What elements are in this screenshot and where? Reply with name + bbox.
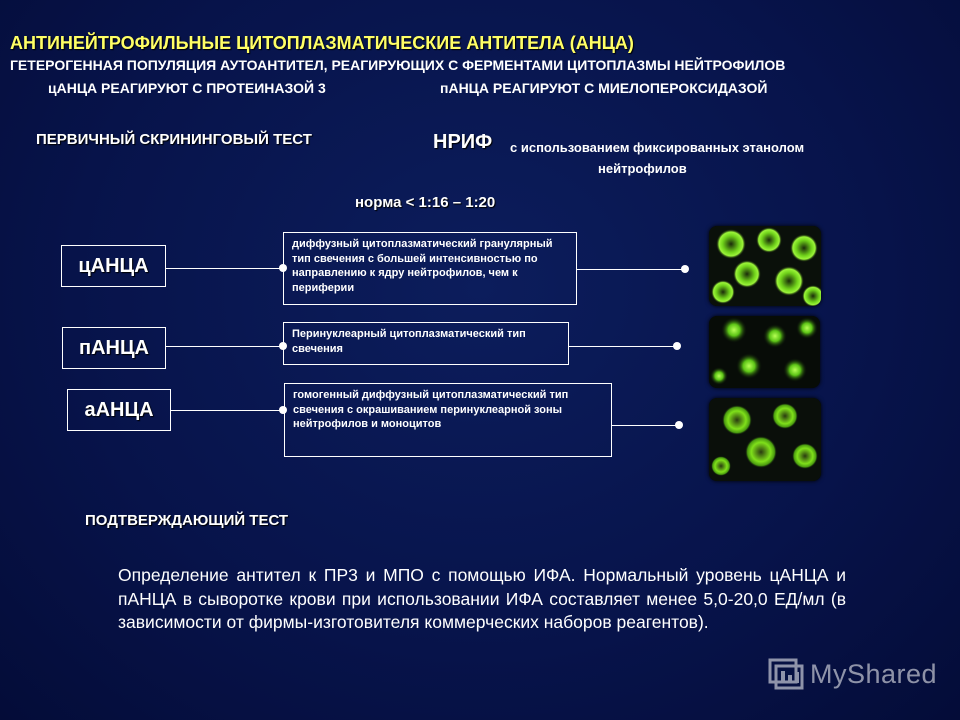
connector-line xyxy=(569,346,677,347)
a-anca-label-box xyxy=(67,389,171,431)
watermark xyxy=(768,656,937,692)
c-anca-micrograph xyxy=(709,226,821,306)
screening-test-heading: ПЕРВИЧНЫЙ СКРИНИНГОВЫЙ ТЕСТ xyxy=(36,131,312,148)
a-anca-label: аАНЦА xyxy=(84,398,154,421)
c-anca-label-box xyxy=(61,245,166,287)
c-anca-description-box xyxy=(283,232,577,305)
norm-value: норма < 1:16 – 1:20 xyxy=(355,194,496,211)
slide-subtitle: ГЕТЕРОГЕННАЯ ПОПУЛЯЦИЯ АУТОАНТИТЕЛ, РЕАГИРУЮЩИХ С ФЕРМЕНТАМИ ЦИТОПЛАЗМЫ НЕЙТРОФИЛОВ xyxy=(10,57,786,73)
connector-dot xyxy=(675,421,683,429)
nrif-description-line2: нейтрофилов xyxy=(598,161,687,176)
p-anca-description: Перинуклеарный цитоплазматический тип свечения xyxy=(292,328,526,355)
connector-line xyxy=(612,425,679,426)
c-anca-fluorescence-image xyxy=(709,226,821,306)
confirm-test-text: Определение антител к ПР3 и МПО с помощью ИФА. Нормальный уровень цАНЦА и пАНЦА в сыворотке крови при использовании ИФА составляет менее 5,0-20,0 ЕД/мл (в зависимости от фирмы-изготовителя коммерческих наборов реагентов). xyxy=(118,565,846,632)
c-anca-label: цАНЦА xyxy=(78,254,149,277)
connector-line xyxy=(577,269,685,270)
connector-line xyxy=(171,410,283,411)
slide-title: АНТИНЕЙТРОФИЛЬНЫЕ ЦИТОПЛАЗМАТИЧЕСКИЕ АНТИТЕЛА (АНЦА) xyxy=(10,33,634,53)
connector-dot xyxy=(681,265,689,273)
p-anca-label: пАНЦА xyxy=(78,336,150,359)
connector-line xyxy=(166,346,283,347)
nrif-label: НРИФ xyxy=(433,131,493,153)
p-anca-reacts-text: пАНЦА РЕАГИРУЮТ С МИЕЛОПЕРОКСИДАЗОЙ xyxy=(440,80,768,96)
a-anca-fluorescence-image xyxy=(709,398,821,481)
connector-dot xyxy=(673,342,681,350)
p-anca-fluorescence-image xyxy=(709,316,820,388)
nrif-description-line1: с использованием фиксированных этанолом xyxy=(510,140,805,155)
confirm-test-heading: ПОДТВЕРЖДАЮЩИЙ ТЕСТ xyxy=(85,512,289,529)
c-anca-reacts-text: цАНЦА РЕАГИРУЮТ С ПРОТЕИНАЗОЙ 3 xyxy=(48,80,326,96)
a-anca-micrograph xyxy=(709,398,821,481)
watermark-text: MyShared xyxy=(810,658,938,689)
a-anca-description: гомогенный диффузный цитоплазматический тип свечения с окрашиванием перинуклеарной зоны нейтрофилов и моноцитов xyxy=(293,389,569,430)
connector-line xyxy=(166,268,283,269)
p-anca-label-box xyxy=(62,327,166,369)
a-anca-description-box xyxy=(284,383,612,457)
p-anca-micrograph xyxy=(709,316,820,388)
p-anca-description-box xyxy=(283,322,569,365)
c-anca-description: диффузный цитоплазматический гранулярный тип свечения с большей интенсивностью по направлению к ядру нейтрофилов, чем к периферии xyxy=(292,238,553,294)
slideshare-logo-icon xyxy=(768,656,804,692)
